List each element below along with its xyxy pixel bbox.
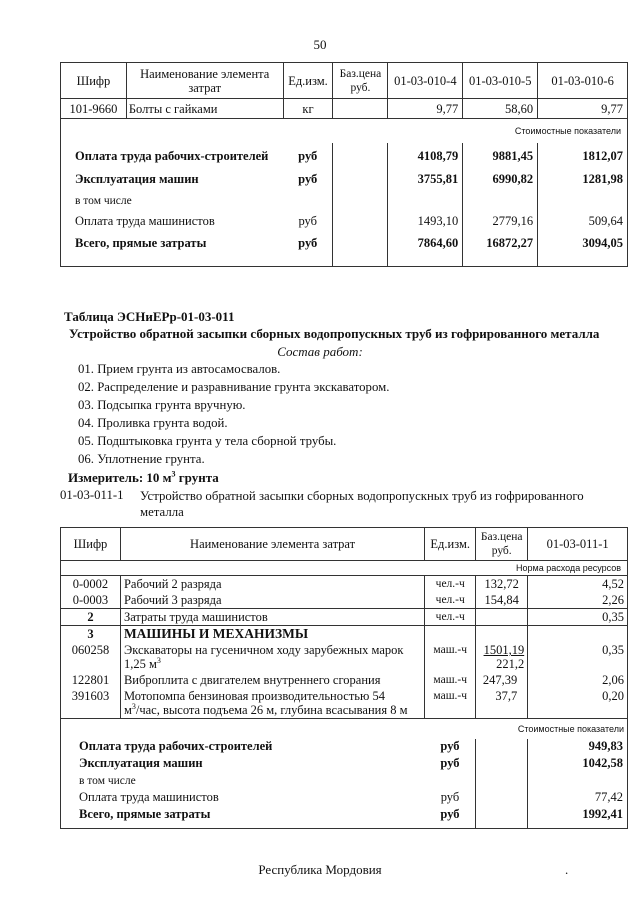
header-code: Шифр — [61, 63, 127, 99]
row-value: 2,06 — [528, 672, 628, 688]
row-base: 247,39 — [476, 672, 528, 688]
norm-label: Норма расхода ресурсов — [61, 561, 628, 576]
row-v3: 9,77 — [538, 99, 628, 119]
summary-label: Всего, прямые затраты — [79, 806, 211, 821]
measure-unit: Измеритель: 10 $м^3$ грунта — [68, 469, 219, 485]
summary-value: 16872,27 — [486, 235, 534, 250]
row-name: Болты с гайками — [126, 99, 283, 119]
row-name: МАШИНЫ И МЕХАНИЗМЫ — [120, 626, 424, 643]
row-base — [333, 99, 388, 119]
section-label: Стоимостные показатели — [61, 719, 628, 739]
summary-values — [528, 739, 628, 829]
summary-value: 949,83 — [588, 738, 623, 753]
summary-label: Оплата труда машинистов — [75, 213, 215, 228]
row-unit — [425, 626, 476, 643]
row-code: 0-0003 — [61, 592, 121, 609]
row-value: 0,35 — [528, 609, 628, 626]
table-row — [61, 672, 628, 688]
summary-unit: руб — [440, 806, 460, 821]
summary-unit — [425, 774, 475, 790]
row-unit: маш.-ч — [425, 688, 476, 719]
summary-value — [388, 194, 458, 214]
row-v2: 58,60 — [463, 99, 538, 119]
header-name: Наименование элемента затрат — [126, 63, 283, 99]
summary-base-empty — [333, 143, 388, 267]
summary-unit — [283, 194, 332, 214]
row-base — [476, 626, 528, 643]
footer-mark: . — [565, 862, 569, 877]
table-row — [61, 576, 628, 593]
summary-col-1 — [388, 143, 463, 267]
header-col-2: 01-03-010-5 — [463, 63, 538, 99]
row-name: Затраты труда машинистов — [120, 609, 424, 626]
summary-units — [283, 143, 333, 267]
header-col-1: 01-03-011-1 — [528, 528, 628, 561]
summary-unit: руб — [298, 235, 318, 250]
summary-unit: руб — [298, 148, 318, 163]
row-base: 132,72 — [476, 576, 528, 593]
summary-label: Оплата труда рабочих-строителей — [79, 738, 273, 753]
row-code: 391603 — [61, 688, 121, 719]
header-unit: Ед.изм. — [425, 528, 476, 561]
header-code: Шифр — [61, 528, 121, 561]
item-description: Устройство обратной засыпки сборных водопропускных труб из гофрированного металла — [140, 489, 584, 519]
table-row — [61, 99, 628, 119]
summary-value — [528, 774, 623, 790]
row-v1: 9,77 — [388, 99, 463, 119]
row-base: 1501,19 221,2 — [476, 642, 528, 672]
row-unit: чел.-ч — [425, 576, 476, 593]
row-code: 2 — [61, 609, 121, 626]
summary-value: 1812,07 — [582, 148, 623, 163]
header-col-1: 01-03-010-4 — [388, 63, 463, 99]
work-item: 04. Проливка грунта водой. — [78, 416, 228, 430]
work-item: 05. Подштыковка грунта у тела сборной трубы. — [78, 434, 337, 448]
row-unit: чел.-ч — [425, 609, 476, 626]
summary-value: 7864,60 — [417, 235, 459, 250]
header-col-3: 01-03-010-6 — [538, 63, 628, 99]
table-row — [61, 592, 628, 609]
works-heading: Состав работ: — [277, 344, 363, 359]
row-name: Мотопомпа бензиновая производительностью 54 $м^3$/час, высота подъема 26 м, глубина всасывания 8 м — [120, 688, 424, 719]
row-base: 37,7 — [476, 688, 528, 719]
summary-value: 1281,98 — [582, 171, 623, 186]
summary-unit: руб — [440, 755, 460, 770]
row-unit: маш.-ч — [425, 672, 476, 688]
row-value: 2,26 — [528, 592, 628, 609]
cost-table-2 — [60, 527, 628, 829]
summary-unit: руб — [298, 213, 317, 228]
row-value: 4,52 — [528, 576, 628, 593]
summary-unit: руб — [440, 789, 460, 804]
summary-value: 4108,79 — [417, 148, 459, 163]
summary-unit: руб — [440, 738, 460, 753]
summary-label: Оплата труда машинистов — [79, 789, 219, 804]
summary-labels — [61, 143, 284, 267]
header-base-price: Баз.цена руб. — [333, 63, 388, 99]
row-code: 122801 — [61, 672, 121, 688]
table-row — [61, 642, 628, 672]
summary-base-empty — [476, 739, 528, 829]
table-row — [61, 688, 628, 719]
row-code: 101-9660 — [61, 99, 127, 119]
table-row — [61, 626, 628, 643]
summary-label: Эксплуатация машин — [79, 755, 203, 770]
row-base: 154,84 — [476, 592, 528, 609]
row-name: Рабочий 2 разряда — [120, 576, 424, 593]
summary-value: 1992,41 — [582, 806, 623, 821]
row-value: 0,35 — [528, 642, 628, 672]
table2-header-row — [61, 528, 628, 561]
row-name: Виброплита с двигателем внутреннего сгорания — [120, 672, 424, 688]
row-unit: кг — [283, 99, 333, 119]
work-item: 06. Уплотнение грунта. — [78, 452, 205, 466]
row-unit: чел.-ч — [425, 592, 476, 609]
summary-value — [463, 194, 533, 214]
work-item: 03. Подсыпка грунта вручную. — [78, 398, 246, 412]
summary-col-3 — [538, 143, 628, 267]
summary-label: Всего, прямые затраты — [75, 235, 207, 250]
work-item: 01. Прием грунта из автосамосвалов. — [78, 362, 281, 376]
summary-units — [425, 739, 476, 829]
row-name: Экскаваторы на гусеничном ходу зарубежных марок 1,25 $м^3$ — [120, 642, 424, 672]
work-item: 02. Распределение и разравнивание грунта экскаватором. — [78, 380, 390, 394]
table-row — [61, 609, 628, 626]
row-code: 060258 — [61, 642, 121, 672]
section-label: Стоимостные показатели — [61, 119, 628, 143]
summary-unit: руб — [298, 171, 318, 186]
summary-col-2 — [463, 143, 538, 267]
item-code: 01-03-011-1 — [60, 488, 124, 502]
summary-label: Оплата труда рабочих-строителей — [75, 148, 269, 163]
summary-value: 509,64 — [588, 213, 623, 228]
row-name: Рабочий 3 разряда — [120, 592, 424, 609]
summary-value: 77,42 — [594, 789, 623, 804]
summary-value: 3755,81 — [417, 171, 459, 186]
row-unit: маш.-ч — [425, 642, 476, 672]
row-value: 0,20 — [528, 688, 628, 719]
summary-labels — [61, 739, 425, 829]
summary-value: 2779,16 — [492, 213, 534, 228]
row-value — [528, 626, 628, 643]
cost-table-1 — [60, 62, 628, 267]
summary-value: 6990,82 — [492, 171, 534, 186]
summary-value: 1042,58 — [582, 755, 623, 770]
summary-value: 3094,05 — [582, 235, 623, 250]
summary-value: 9881,45 — [492, 148, 534, 163]
summary-value — [538, 194, 623, 214]
summary-label: в том числе — [75, 194, 132, 207]
header-base-price: Баз.цена руб. — [476, 528, 528, 561]
summary-label: Эксплуатация машин — [75, 171, 199, 186]
table-subtitle: Устройство обратной засыпки сборных водопропускных труб из гофрированного металла — [69, 326, 600, 341]
row-code: 3 — [61, 626, 121, 643]
page-number: 50 — [313, 37, 327, 52]
table1-header-row — [61, 63, 628, 99]
row-code: 0-0002 — [61, 576, 121, 593]
page-footer: Республика Мордовия — [258, 862, 382, 877]
header-name: Наименование элемента затрат — [120, 528, 424, 561]
summary-value: 1493,10 — [417, 213, 459, 228]
summary-label: в том числе — [79, 774, 136, 787]
row-base — [476, 609, 528, 626]
table-title: Таблица ЭСНиЕРр-01-03-011 — [64, 309, 235, 324]
header-unit: Ед.изм. — [283, 63, 333, 99]
